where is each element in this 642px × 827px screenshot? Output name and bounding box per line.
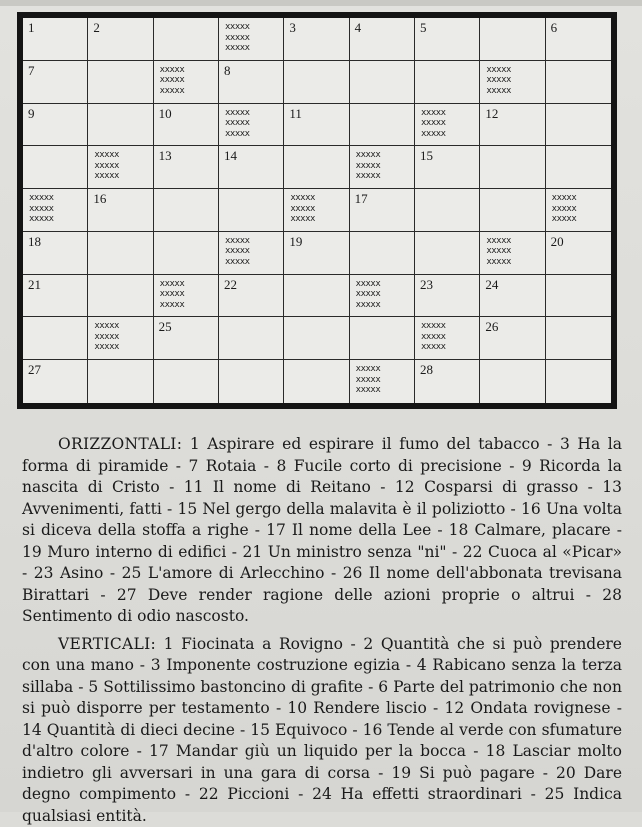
black-square xyxy=(480,232,545,275)
letter-square[interactable] xyxy=(23,317,88,360)
clue-number: 10 xyxy=(159,107,172,121)
black-square-pattern: xxxxx xxxxx xxxxx xyxy=(225,236,250,268)
down-clues xyxy=(22,634,622,827)
letter-square[interactable] xyxy=(546,61,611,104)
across-heading: ORIZZONTALI: xyxy=(58,435,182,453)
black-square-pattern: xxxxx xxxxx xxxxx xyxy=(421,108,446,140)
black-square xyxy=(219,232,284,275)
letter-square[interactable] xyxy=(88,18,153,61)
letter-square[interactable] xyxy=(154,146,219,189)
black-square xyxy=(415,317,480,360)
clue-number: 9 xyxy=(28,107,35,121)
letter-square[interactable] xyxy=(480,104,545,147)
clue-number: 12 xyxy=(485,107,498,121)
clue-number: 14 xyxy=(224,149,237,163)
letter-square[interactable] xyxy=(88,61,153,104)
clue-number: 18 xyxy=(28,235,41,249)
black-square xyxy=(350,360,415,403)
letter-square[interactable] xyxy=(350,104,415,147)
letter-square[interactable] xyxy=(480,189,545,232)
letter-square[interactable] xyxy=(88,232,153,275)
letter-square[interactable] xyxy=(350,232,415,275)
letter-square[interactable] xyxy=(350,18,415,61)
black-square xyxy=(219,18,284,61)
letter-square[interactable] xyxy=(219,275,284,318)
black-square-pattern: xxxxx xxxxx xxxxx xyxy=(290,193,315,225)
clue-number: 28 xyxy=(420,363,433,377)
letter-square[interactable] xyxy=(219,360,284,403)
black-square-pattern: xxxxx xxxxx xxxxx xyxy=(552,193,577,225)
clue-number: 11 xyxy=(289,107,302,121)
clues-section xyxy=(22,434,622,827)
letter-square[interactable] xyxy=(480,317,545,360)
letter-square[interactable] xyxy=(23,61,88,104)
letter-square[interactable] xyxy=(480,275,545,318)
black-square xyxy=(88,317,153,360)
letter-square[interactable] xyxy=(350,317,415,360)
clue-number: 22 xyxy=(224,278,237,292)
letter-square[interactable] xyxy=(480,146,545,189)
black-square xyxy=(154,61,219,104)
clue-number: 20 xyxy=(551,235,564,249)
crossword-cells xyxy=(23,18,611,403)
black-square-pattern: xxxxx xxxxx xxxxx xyxy=(160,279,185,311)
letter-square[interactable] xyxy=(88,104,153,147)
clue-number: 6 xyxy=(551,21,558,35)
letter-square[interactable] xyxy=(23,360,88,403)
letter-square[interactable] xyxy=(88,360,153,403)
letter-square[interactable] xyxy=(284,275,349,318)
letter-square[interactable] xyxy=(154,317,219,360)
black-square-pattern: xxxxx xxxxx xxxxx xyxy=(29,193,54,225)
black-square-pattern: xxxxx xxxxx xxxxx xyxy=(486,236,511,268)
black-square xyxy=(23,189,88,232)
letter-square[interactable] xyxy=(284,146,349,189)
letter-square[interactable] xyxy=(415,360,480,403)
clue-number: 5 xyxy=(420,21,427,35)
black-square-pattern: xxxxx xxxxx xxxxx xyxy=(421,321,446,353)
clue-number: 13 xyxy=(159,149,172,163)
clue-number: 17 xyxy=(355,192,368,206)
black-square-pattern: xxxxx xxxxx xxxxx xyxy=(356,364,381,396)
letter-square[interactable] xyxy=(546,360,611,403)
black-square-pattern: xxxxx xxxxx xxxxx xyxy=(356,279,381,311)
letter-square[interactable] xyxy=(219,61,284,104)
letter-square[interactable] xyxy=(284,232,349,275)
letter-square[interactable] xyxy=(350,189,415,232)
black-square xyxy=(546,189,611,232)
letter-square[interactable] xyxy=(284,61,349,104)
black-square-pattern: xxxxx xxxxx xxxxx xyxy=(225,108,250,140)
letter-square[interactable] xyxy=(219,189,284,232)
down-heading: VERTICALI: xyxy=(58,635,156,653)
letter-square[interactable] xyxy=(284,360,349,403)
clue-number: 24 xyxy=(485,278,498,292)
letter-square[interactable] xyxy=(154,104,219,147)
letter-square[interactable] xyxy=(154,360,219,403)
letter-square[interactable] xyxy=(284,104,349,147)
black-square xyxy=(350,146,415,189)
letter-square[interactable] xyxy=(219,317,284,360)
letter-square[interactable] xyxy=(546,104,611,147)
letter-square[interactable] xyxy=(88,275,153,318)
black-square-pattern: xxxxx xxxxx xxxxx xyxy=(94,150,119,182)
across-clue-text: 1 Aspirare ed espirare il fumo del tabacco - 3 Ha la forma di piramide - 7 Rotaia - 8 Fucile corto di precisione - 9 Ricorda la nascita di Cristo - 11 Il nome di Reitano - 12 Cosparsi di grasso - 13 Avvenimenti, fatti - 15 Nel gergo della malavita è il poliziotto - 16 Una volta si diceva della stoffa a righe - 17 Il nome della Lee - 18 Calmare, placare - 19 Muro interno di edifici - 21 Un ministro senza "ni" - 22 Cuoca al «Picar» - 23 Asino - 25 L'amore di Arlecchino - 26 Il nome dell'abbonata trevisana Birattari - 27 Deve render ragione delle azioni proprie o altrui - 28 Sentimento di odio nascosto. xyxy=(22,435,622,625)
black-square-pattern: xxxxx xxxxx xxxxx xyxy=(94,321,119,353)
letter-square[interactable] xyxy=(284,317,349,360)
clue-number: 19 xyxy=(289,235,302,249)
letter-square[interactable] xyxy=(415,275,480,318)
letter-square[interactable] xyxy=(154,232,219,275)
black-square-pattern: xxxxx xxxxx xxxxx xyxy=(160,65,185,97)
page-top-edge xyxy=(0,0,642,6)
letter-square[interactable] xyxy=(23,146,88,189)
black-square xyxy=(284,189,349,232)
letter-square[interactable] xyxy=(415,61,480,104)
letter-square[interactable] xyxy=(23,104,88,147)
letter-square[interactable] xyxy=(546,146,611,189)
letter-square[interactable] xyxy=(154,18,219,61)
letter-square[interactable] xyxy=(546,18,611,61)
letter-square[interactable] xyxy=(415,146,480,189)
black-square xyxy=(350,275,415,318)
clue-number: 3 xyxy=(289,21,296,35)
clue-number: 1 xyxy=(28,21,35,35)
clue-number: 8 xyxy=(224,64,231,78)
letter-square[interactable] xyxy=(88,189,153,232)
down-clue-text: 1 Fiocinata a Rovigno - 2 Quantità che si può prendere con una mano - 3 Imponente costruzione egizia - 4 Rabicano senza la terza sillaba - 5 Sottilissimo bastoncino di grafite - 6 Parte del patrimonio che non si può disporre per testamento - 10 Rendere liscio - 12 Ondata rovignese - 14 Quantità di dieci decine - 15 Equivoco - 16 Tende al verde con sfumature d'altro colore - 17 Mandar giù un liquido per la bocca - 18 Lasciar molto indietro gli avversari in una gara di corsa - 19 Si può pagare - 20 Dare degno compimento - 22 Piccioni - 24 Ha effetti straordinari - 25 Indica qualsiasi entità. xyxy=(22,635,622,825)
letter-square[interactable] xyxy=(219,146,284,189)
black-square xyxy=(88,146,153,189)
letter-square[interactable] xyxy=(415,18,480,61)
black-square xyxy=(154,275,219,318)
clue-number: 15 xyxy=(420,149,433,163)
letter-square[interactable] xyxy=(23,275,88,318)
letter-square[interactable] xyxy=(546,275,611,318)
black-square-pattern: xxxxx xxxxx xxxxx xyxy=(356,150,381,182)
clue-number: 4 xyxy=(355,21,362,35)
across-clues xyxy=(22,434,622,628)
clue-number: 21 xyxy=(28,278,41,292)
clue-number: 16 xyxy=(93,192,106,206)
clue-number: 27 xyxy=(28,363,41,377)
letter-square[interactable] xyxy=(415,189,480,232)
letter-square[interactable] xyxy=(350,61,415,104)
letter-square[interactable] xyxy=(546,232,611,275)
black-square xyxy=(415,104,480,147)
letter-square[interactable] xyxy=(480,360,545,403)
black-square-pattern: xxxxx xxxxx xxxxx xyxy=(225,22,250,54)
clue-number: 2 xyxy=(93,21,100,35)
clue-number: 25 xyxy=(159,320,172,334)
black-square xyxy=(480,61,545,104)
letter-square[interactable] xyxy=(23,18,88,61)
crossword-grid xyxy=(17,12,617,409)
letter-square[interactable] xyxy=(546,317,611,360)
clue-number: 26 xyxy=(485,320,498,334)
clue-number: 23 xyxy=(420,278,433,292)
letter-square[interactable] xyxy=(23,232,88,275)
letter-square[interactable] xyxy=(284,18,349,61)
letter-square[interactable] xyxy=(154,189,219,232)
black-square xyxy=(219,104,284,147)
letter-square[interactable] xyxy=(415,232,480,275)
black-square-pattern: xxxxx xxxxx xxxxx xyxy=(486,65,511,97)
letter-square[interactable] xyxy=(480,18,545,61)
clue-number: 7 xyxy=(28,64,35,78)
